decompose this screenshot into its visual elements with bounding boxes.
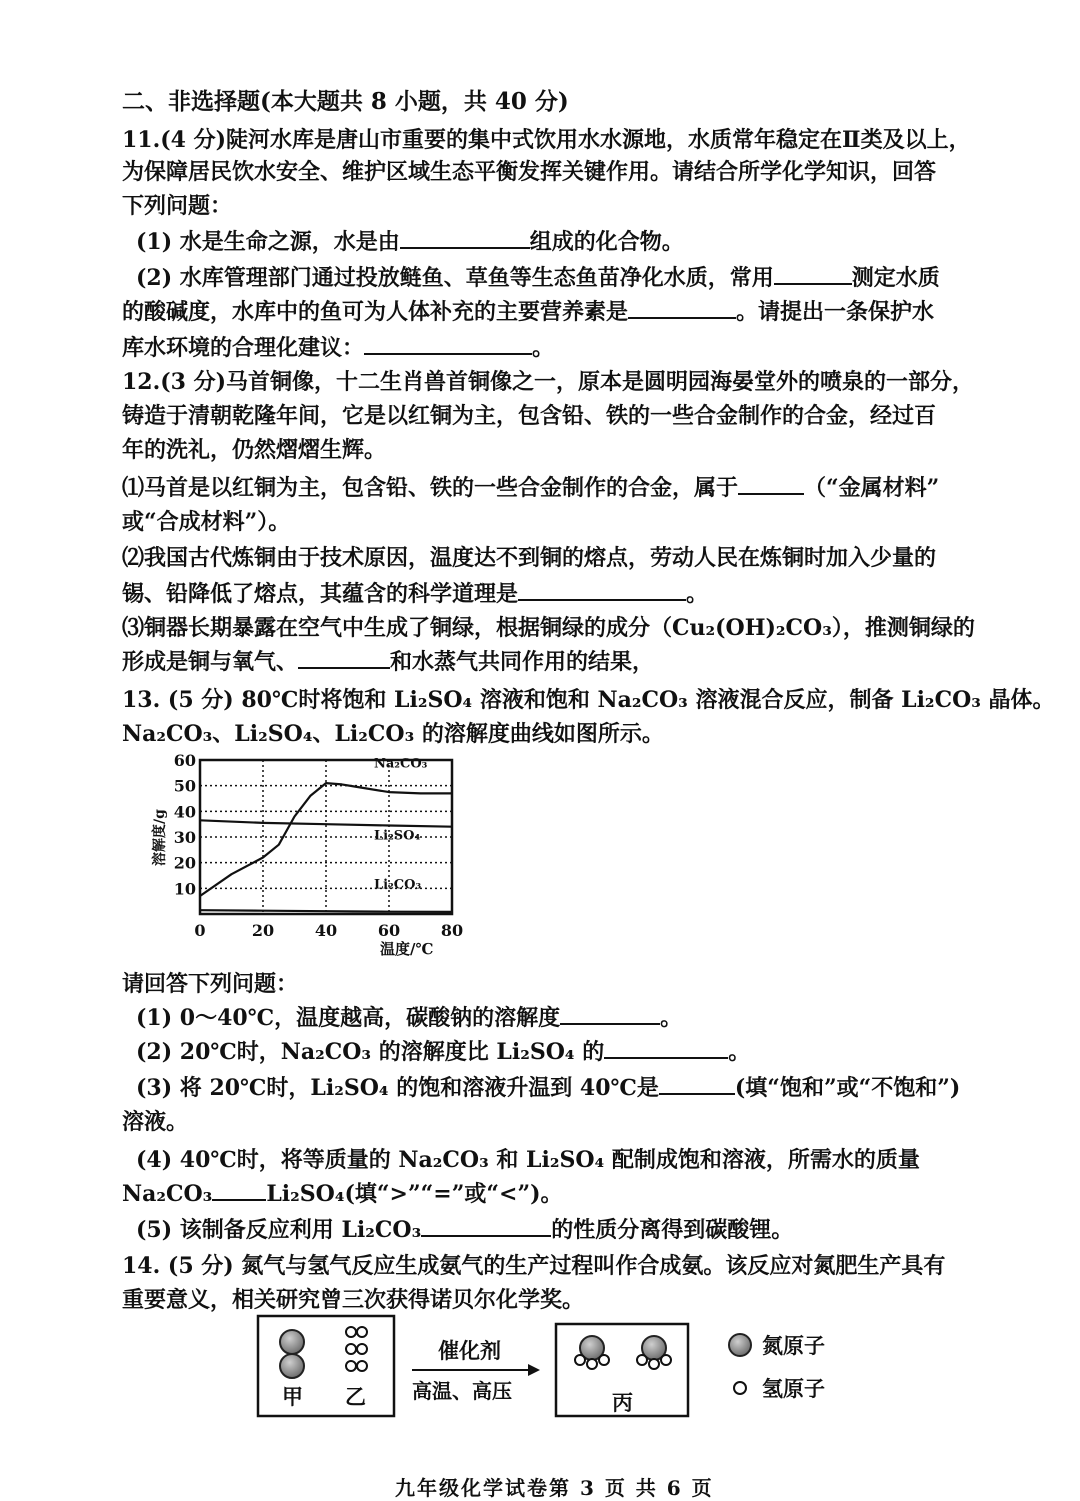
q13-part4-na2co3: Na₂CO₃ xyxy=(122,1181,213,1207)
q13-part2-text: (2) 20℃时，Na₂CO₃ 的溶解度比 Li₂SO₄ 的 xyxy=(136,1039,605,1065)
x-tick-label: 0 xyxy=(194,921,206,940)
answer-blank[interactable] xyxy=(774,263,852,285)
answer-blank[interactable] xyxy=(628,297,736,319)
q13-part1-tail: 。 xyxy=(660,1005,683,1031)
arrow-head-icon xyxy=(528,1364,540,1376)
label-jia: 甲 xyxy=(282,1384,303,1409)
legend-nitrogen-icon xyxy=(729,1334,751,1356)
answer-blank[interactable] xyxy=(212,1179,266,1201)
legend-hydrogen-icon xyxy=(734,1382,746,1394)
q13-ask: 请回答下列问题： xyxy=(122,971,299,997)
q14-stem-line1: 14. (5 分) 氮气与氢气反应生成氨气的生产过程叫作合成氨。该反应对氮肥生产具有 xyxy=(122,1253,946,1279)
q12-stem-line3: 年的洗礼，仍然熠熠生辉。 xyxy=(122,437,387,463)
q12-part2-line2 xyxy=(122,578,708,610)
q12-part2-tail: 。 xyxy=(686,581,709,607)
q12-part3-line2 xyxy=(122,646,654,678)
answer-blank[interactable] xyxy=(298,647,390,669)
q11-part1-tail: 组成的化合物。 xyxy=(529,229,684,255)
catalyst-label: 催化剂 xyxy=(438,1338,501,1363)
answer-blank[interactable] xyxy=(400,227,530,249)
q11-part2-line1 xyxy=(136,262,940,294)
q13-part5-tail: 的性质分离得到碳酸锂。 xyxy=(551,1217,794,1243)
q13-part2 xyxy=(136,1036,750,1068)
answer-blank[interactable] xyxy=(421,1215,551,1237)
q13-stem-line2: Na₂CO₃、Li₂SO₄、Li₂CO₃ 的溶解度曲线如图所示。 xyxy=(122,721,664,747)
answer-blank[interactable] xyxy=(659,1073,735,1095)
q13-part1 xyxy=(136,1002,682,1034)
nitrogen-atom-icon xyxy=(280,1330,304,1354)
q13-part3-options: (填“饱和”或“不饱和”) xyxy=(734,1075,961,1101)
x-tick-label: 60 xyxy=(377,921,401,940)
q12-part2-line1: ⑵我国古代炼铜由于技术原因，温度达不到铜的熔点，劳动人民在炼铜时加入少量的 xyxy=(122,545,937,571)
legend-hydrogen-label: 氢原子 xyxy=(762,1376,825,1401)
x-tick-labels xyxy=(194,921,463,940)
y-tick-label: 20 xyxy=(173,853,196,873)
q14-stem-line2: 重要意义，相关研究曾三次获得诺贝尔化学奖。 xyxy=(122,1287,585,1313)
x-tick-label: 20 xyxy=(251,921,275,940)
label-bing: 丙 xyxy=(612,1390,633,1415)
y-tick-label: 50 xyxy=(173,776,196,796)
q12-stem-line2: 铸造于清朝乾隆年间，它是以红铜为主，包含铅、铁的一些合金制作的合金，经过百 xyxy=(122,403,937,429)
y-axis-label: 溶解度/g xyxy=(152,809,168,866)
q13-stem-line1: 13. (5 分) 80℃时将饱和 Li₂SO₄ 溶液和饱和 Na₂CO₃ 溶液混合反应，制备 Li₂CO₃ 晶体。 xyxy=(122,687,1055,713)
answer-blank[interactable] xyxy=(364,333,532,355)
q11-part2-text3: 库水环境的合理化建议： xyxy=(122,335,365,361)
ammonia-molecule-icon xyxy=(637,1336,671,1369)
q11-part1 xyxy=(136,226,684,258)
q11-stem-line3: 下列问题： xyxy=(122,193,233,219)
q12-part3-tail: 和水蒸气共同作用的结果， xyxy=(390,649,655,675)
series-line-3 xyxy=(200,910,452,912)
q11-part2-text2: 的酸碱度，水库中的鱼可为人体补充的主要营养素是 xyxy=(122,299,629,325)
series-label: Na₂CO₃ xyxy=(374,756,428,772)
q11-part2-text: (2) 水库管理部门通过投放鲢鱼、草鱼等生态鱼苗净化水质，常用 xyxy=(136,265,774,291)
answer-blank[interactable] xyxy=(518,579,686,601)
y-tick-label: 30 xyxy=(173,828,196,847)
x-axis-label: 温度/℃ xyxy=(380,940,434,958)
answer-blank[interactable] xyxy=(560,1003,660,1025)
chart-series xyxy=(200,783,452,912)
answer-blank[interactable] xyxy=(604,1037,728,1059)
solubility-chart xyxy=(140,748,480,970)
q11-part2-tail: 测定水质 xyxy=(851,265,940,291)
page-footer: 九年级化学试卷第 3 页 共 6 页 xyxy=(395,1476,714,1500)
q13-part5 xyxy=(136,1214,793,1246)
q12-part2-text: 锡、铅降低了熔点，其蕴含的科学道理是 xyxy=(122,581,519,607)
condition-label: 高温、高压 xyxy=(412,1379,512,1403)
answer-blank[interactable] xyxy=(738,473,804,495)
q12-part1-options: （“金属材料” xyxy=(804,475,940,501)
q12-part3-text: 形成是铜与氧气、 xyxy=(122,649,299,675)
q11-part2-line3 xyxy=(122,332,554,364)
y-tick-label: 40 xyxy=(173,802,196,822)
q13-part2-tail: 。 xyxy=(728,1039,751,1065)
q13-part3-line2: 溶液。 xyxy=(122,1109,189,1135)
q12-stem-line1: 12.(3 分)马首铜像，十二生肖兽首铜像之一，原本是圆明园海晏堂外的喷泉的一部分， xyxy=(122,369,975,395)
q11-part2-line2 xyxy=(122,296,934,328)
q12-part1-text: ⑴马首是以红铜为主，包含铅、铁的一些合金制作的合金，属于 xyxy=(122,475,739,501)
reaction-diagram xyxy=(250,1312,850,1426)
q11-part2-tail3: 。 xyxy=(532,335,555,361)
y-tick-labels xyxy=(174,751,196,898)
x-tick-label: 40 xyxy=(314,921,338,940)
label-yi: 乙 xyxy=(345,1384,366,1409)
q13-part5-text: (5) 该制备反应利用 Li₂CO₃ xyxy=(136,1217,422,1243)
q13-part3-line1 xyxy=(136,1072,960,1104)
section-heading: 二、非选择题(本大题共 8 小题，共 40 分) xyxy=(122,88,569,115)
y-tick-label: 10 xyxy=(173,879,196,899)
q13-part3-text: (3) 将 20℃时，Li₂SO₄ 的饱和溶液升温到 40℃是 xyxy=(136,1075,659,1101)
series-label: Li₂SO₄ xyxy=(374,828,421,844)
x-tick-label: 80 xyxy=(440,921,464,940)
q11-stem-line2: 为保障居民饮水安全、维护区域生态平衡发挥关键作用。请结合所学化学知识，回答 xyxy=(122,159,937,185)
q12-part3-line1: ⑶铜器长期暴露在空气中生成了铜绿，根据铜绿的成分（Cu₂(OH)₂CO₃），推测铜绿的 xyxy=(122,615,975,641)
y-tick-label: 60 xyxy=(173,751,196,770)
q13-part4-line1: (4) 40℃时，将等质量的 Na₂CO₃ 和 Li₂SO₄ 配制成饱和溶液，所需水的质量 xyxy=(136,1147,920,1173)
q13-part1-text: (1) 0～40℃，温度越高，碳酸钠的溶解度 xyxy=(136,1005,561,1031)
q11-part1-text: (1) 水是生命之源，水是由 xyxy=(136,229,400,255)
legend-nitrogen-label: 氮原子 xyxy=(762,1333,825,1358)
ammonia-molecule-icon xyxy=(575,1336,609,1369)
reactant-box xyxy=(258,1316,394,1416)
nitrogen-atom-icon xyxy=(280,1354,304,1378)
q11-stem-line1: 11.(4 分)陡河水库是唐山市重要的集中式饮用水水源地，水质常年稳定在Ⅱ类及以上， xyxy=(122,127,971,153)
q13-part4-line2 xyxy=(122,1178,563,1210)
q12-part1-line1 xyxy=(122,472,939,504)
q13-part4-tail: Li₂SO₄(填“>”“=”或“<”)。 xyxy=(266,1181,563,1207)
hydrogen-molecules-icon xyxy=(346,1327,367,1371)
q12-part1-line2: 或“合成材料”）。 xyxy=(122,509,291,535)
q11-part2-tail2: 。请提出一条保护水 xyxy=(736,299,935,325)
series-label: Li₂CO₃ xyxy=(374,877,422,893)
